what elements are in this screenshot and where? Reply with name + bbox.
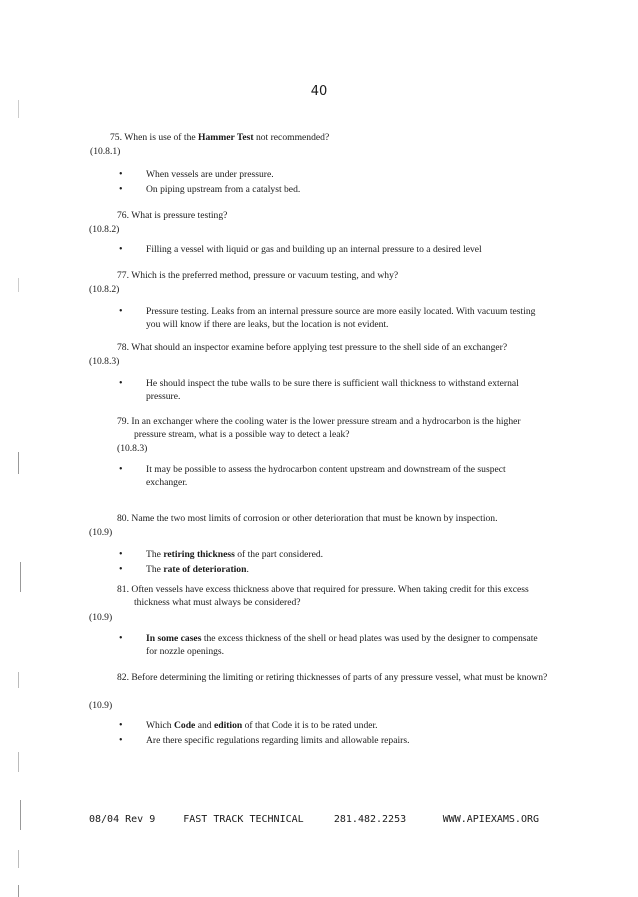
answer-list-75 <box>118 169 538 198</box>
reference-82: (10.9) <box>89 700 113 711</box>
question-77: 77. Which is the preferred method, pressure or vacuum testing, and why? <box>117 270 399 281</box>
answer-list-78 <box>118 378 548 405</box>
answer-list-80 <box>118 549 538 578</box>
answer-item: • Which Code and edition of that Code it is to be rated under. <box>118 720 538 733</box>
answer-item: • The rate of deterioration. <box>118 564 538 577</box>
footer-website: WWW.APIEXAMS.ORG <box>442 814 540 825</box>
answer-list-82 <box>118 720 538 749</box>
question-79: 79. In an exchanger where the cooling water is the lower pressure stream and a hydrocarbon is the higher pressure stream, what is a possible way to detect a leak? <box>117 416 521 440</box>
reference-81: (10.9) <box>89 612 113 623</box>
scan-mark <box>18 100 19 118</box>
answer-list-76 <box>118 244 548 259</box>
scan-mark <box>18 452 19 474</box>
reference-80: (10.9) <box>89 527 113 538</box>
answer-item: • In some cases the excess thickness of the shell or head plates was used by the designer to compensate for nozzle openings. <box>118 633 538 658</box>
reference-77: (10.8.2) <box>89 284 120 295</box>
answer-list-81 <box>118 633 538 660</box>
reference-76: (10.8.2) <box>89 224 120 235</box>
answer-list-79 <box>118 464 538 491</box>
question-75: 75. When is use of the Hammer Test not recommended? <box>110 132 330 143</box>
scan-mark <box>18 752 19 772</box>
answer-item: • Are there specific regulations regarding limits and allowable repairs. <box>118 735 538 748</box>
answer-item: • The retiring thickness of the part considered. <box>118 549 538 562</box>
footer-company: FAST TRACK TECHNICAL <box>183 814 304 825</box>
scan-mark <box>20 562 21 592</box>
page-number: 40 <box>310 84 328 99</box>
reference-75: (10.8.1) <box>90 146 121 157</box>
answer-item: • On piping upstream from a catalyst bed. <box>118 184 538 197</box>
scan-mark <box>18 672 19 688</box>
question-81: 81. Often vessels have excess thickness above that required for pressure. When taking credit for this excess thickness what must always be considered? <box>117 584 529 608</box>
footer-revision: 08/04 Rev 9 <box>89 814 156 825</box>
reference-79: (10.8.3) <box>117 443 148 454</box>
footer-phone: 281.482.2253 <box>333 814 407 825</box>
scan-mark <box>18 278 19 292</box>
answer-item: • He should inspect the tube walls to be sure there is sufficient wall thickness to withstand external pressure. <box>118 378 548 403</box>
question-82: 82. Before determining the limiting or retiring thicknesses of parts of any pressure vessel, what must be known? <box>117 672 548 683</box>
reference-78: (10.8.3) <box>89 356 120 367</box>
answer-item: • It may be possible to assess the hydrocarbon content upstream and downstream of the suspect exchanger. <box>118 464 538 489</box>
answer-item: • Filling a vessel with liquid or gas and building up an internal pressure to a desired level <box>118 244 548 257</box>
answer-list-77 <box>118 306 548 333</box>
page-footer <box>89 814 539 825</box>
scan-mark <box>18 885 19 897</box>
answer-item: • When vessels are under pressure. <box>118 169 538 182</box>
scan-mark <box>18 850 19 868</box>
question-80: 80. Name the two most limits of corrosion or other deterioration that must be known by inspection. <box>117 513 498 524</box>
answer-item: • Pressure testing. Leaks from an internal pressure source are more easily located. With vacuum testing you will know if there are leaks, but the location is not evident. <box>118 306 548 331</box>
scan-mark <box>20 800 21 830</box>
question-78: 78. What should an inspector examine before applying test pressure to the shell side of an exchanger? <box>117 342 508 353</box>
question-76: 76. What is pressure testing? <box>117 210 228 221</box>
